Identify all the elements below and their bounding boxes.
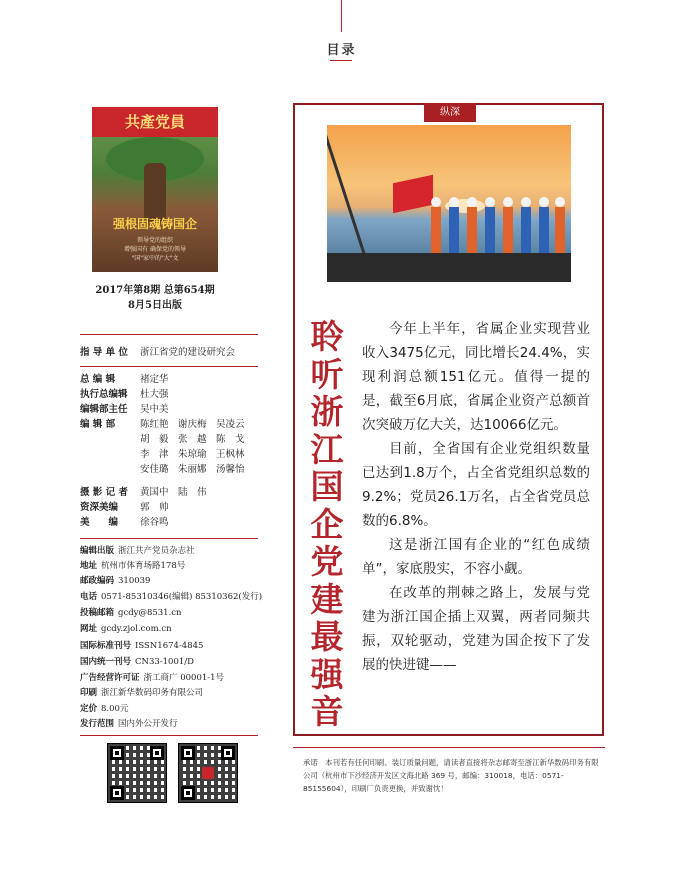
notice-divider xyxy=(293,747,605,748)
credit-value: 李 津 朱琼瑜 王枫林 xyxy=(140,449,245,460)
title-char: 国 xyxy=(310,467,344,506)
credit-value: 徐谷鸣 xyxy=(140,517,169,528)
divider xyxy=(80,538,258,539)
pub-value: 0571-85310346(编辑) 85310362(发行) xyxy=(101,592,263,602)
credit-value: 浙江省党的建设研究会 xyxy=(140,347,236,358)
credit-label: 摄 影 记 者 xyxy=(80,487,128,498)
pub-value: ISSN1674-4845 xyxy=(135,641,204,651)
credit-row xyxy=(80,388,169,402)
body-paragraph: 在改革的荆棘之路上，发展与党建为浙江国企插上双翼，两者同频共振，双轮驱动，党建为国企按下了发展的快进键—— xyxy=(362,585,590,673)
pub-row xyxy=(80,606,182,621)
pub-row xyxy=(80,574,150,589)
cover-masthead: 共產党員 xyxy=(92,107,218,137)
pub-value: CN33-1001/D xyxy=(135,657,194,667)
credit-row xyxy=(80,516,169,530)
issue-number: 2017年第8期 总第654期 xyxy=(95,285,215,296)
flag-icon xyxy=(393,175,433,214)
title-char: 音 xyxy=(310,692,344,731)
pub-row xyxy=(80,686,203,701)
credit-row xyxy=(80,433,245,447)
pub-row xyxy=(80,544,195,559)
pub-row xyxy=(80,671,224,686)
qr-finder-icon xyxy=(110,746,124,760)
flag-pole xyxy=(327,131,366,256)
pub-label: 编辑出版 xyxy=(80,546,115,556)
issue-date: 8月5日出版 xyxy=(128,300,182,311)
cover-subline: 领导党的组织 xyxy=(136,237,173,244)
pub-value: 浙工商广 00001-1号 xyxy=(143,673,225,683)
page-title: 目录 xyxy=(326,43,357,58)
credit-row xyxy=(80,463,245,477)
feature-photo[interactable] xyxy=(327,125,571,282)
print-quality-notice: 承诺 本刊若有任何印刷、装订质量问题，请读者直接将杂志邮寄至浙江新华数码印务有限公司（杭州市下沙经济开发区文海北路 369 号，邮编：310018，电话：0571-85155604），印刷厂负责更换，并致谢忱！ xyxy=(303,758,599,793)
divider xyxy=(80,334,258,335)
credit-label: 执行总编辑 xyxy=(80,389,128,400)
cover-subline: 增强国有 确保党的领导 xyxy=(124,246,186,253)
qr-code[interactable] xyxy=(178,743,238,803)
pub-label: 广告经营许可证 xyxy=(80,673,140,683)
pub-value: 杭州市体育场路178号 xyxy=(101,561,186,571)
pub-row xyxy=(80,639,203,654)
pub-value: 310039 xyxy=(118,576,151,586)
pub-label: 定价 xyxy=(80,704,98,714)
credit-value: 安佳璐 朱丽娜 汤馨怡 xyxy=(140,464,245,475)
title-char: 建 xyxy=(310,579,344,619)
credit-row xyxy=(80,346,235,360)
pub-label: 国内统一刊号 xyxy=(80,657,132,667)
credit-label: 资深美编 xyxy=(80,502,119,513)
title-char: 强 xyxy=(310,654,344,694)
title-char: 党 xyxy=(310,542,344,581)
credit-label: 编 辑 部 xyxy=(80,419,116,430)
qr-logo-icon xyxy=(202,767,214,779)
title-char: 最 xyxy=(310,617,344,656)
credit-value: 杜大强 xyxy=(140,389,169,400)
pub-row xyxy=(80,717,178,732)
pub-row xyxy=(80,702,128,717)
divider xyxy=(80,735,258,736)
title-char: 江 xyxy=(310,429,344,469)
credit-label: 指 导 单 位 xyxy=(80,347,128,358)
pub-label: 印刷 xyxy=(80,688,98,698)
credit-value: 胡 毅 张 越 陈 戈 xyxy=(140,434,245,445)
pub-value[interactable]: gcdy.zjol.com.cn xyxy=(101,624,172,634)
pub-label: 投稿邮箱 xyxy=(80,608,115,618)
credit-label: 总 编 辑 xyxy=(80,374,116,385)
title-char: 听 xyxy=(310,354,344,394)
ship-deck xyxy=(327,253,571,282)
pub-label: 电话 xyxy=(80,592,98,602)
qr-finder-icon xyxy=(150,746,164,760)
credit-value: 褚定华 xyxy=(140,374,169,385)
qr-finder-icon xyxy=(110,786,124,800)
credit-label: 编辑部主任 xyxy=(80,404,128,415)
pub-value: 国内外公开发行 xyxy=(118,719,178,729)
qr-finder-icon xyxy=(221,746,235,760)
pub-value: 8.00元 xyxy=(101,704,129,714)
body-paragraph: 目前，全省国有企业党组织数量已达到1.8万个，占全省党组织总数的9.2%；党员26.1万名，占全省党员总数的6.8%。 xyxy=(362,441,590,529)
pub-value[interactable]: gcdy@8531.cn xyxy=(118,608,182,618)
credit-row xyxy=(80,373,169,387)
body-paragraph: 今年上半年，省属企业实现营业收入3475亿元，同比增长24.4%，实现利润总额151亿元。值得一提的是，截至6月底，省属企业资产总额首次突破万亿大关，达10066亿元。 xyxy=(362,321,590,433)
credit-value: 郭 帅 xyxy=(140,502,169,513)
pub-label: 国际标准刊号 xyxy=(80,641,132,651)
title-char: 浙 xyxy=(310,392,344,431)
title-char: 聆 xyxy=(310,317,344,356)
cover-subline: "国"家中的"大"文 xyxy=(131,255,179,262)
pub-value: 浙江新华数码印务有限公司 xyxy=(101,688,204,698)
section-tag[interactable]: 纵深 xyxy=(424,103,476,122)
credit-row xyxy=(80,418,245,432)
credit-label: 美 编 xyxy=(80,517,119,528)
credit-row xyxy=(80,501,169,515)
credit-value: 陈红艳 谢庆梅 吴凌云 xyxy=(140,419,245,430)
qr-finder-icon xyxy=(181,746,195,760)
cover-headline: 强根固魂铸国企 xyxy=(112,217,197,231)
magazine-cover[interactable] xyxy=(92,107,218,272)
credit-value: 黄国中 陆 伟 xyxy=(140,487,207,498)
pub-label: 邮政编码 xyxy=(80,576,115,586)
credit-value: 吴中美 xyxy=(140,404,169,415)
feature-title[interactable] xyxy=(307,318,347,731)
divider xyxy=(80,366,258,367)
credit-row xyxy=(80,486,207,500)
pub-row xyxy=(80,590,262,605)
pub-label: 地址 xyxy=(80,561,98,571)
pub-row xyxy=(80,622,172,637)
pub-label: 发行范围 xyxy=(80,719,115,729)
credit-row xyxy=(80,403,169,417)
credit-row xyxy=(80,448,245,462)
cover-tree-trunk xyxy=(144,163,166,223)
qr-code[interactable] xyxy=(107,743,167,803)
pub-row xyxy=(80,655,194,670)
pub-row xyxy=(80,559,185,574)
pub-value: 浙江共产党员杂志社 xyxy=(118,546,195,556)
title-underline xyxy=(330,60,352,61)
title-char: 企 xyxy=(310,504,344,544)
feature-body xyxy=(362,317,590,677)
qr-finder-icon xyxy=(181,786,195,800)
pub-label: 网址 xyxy=(80,624,98,634)
body-paragraph: 这是浙江国有企业的“红色成绩单”，家底殷实，不容小觑。 xyxy=(362,537,590,577)
top-divider-line xyxy=(341,0,342,32)
